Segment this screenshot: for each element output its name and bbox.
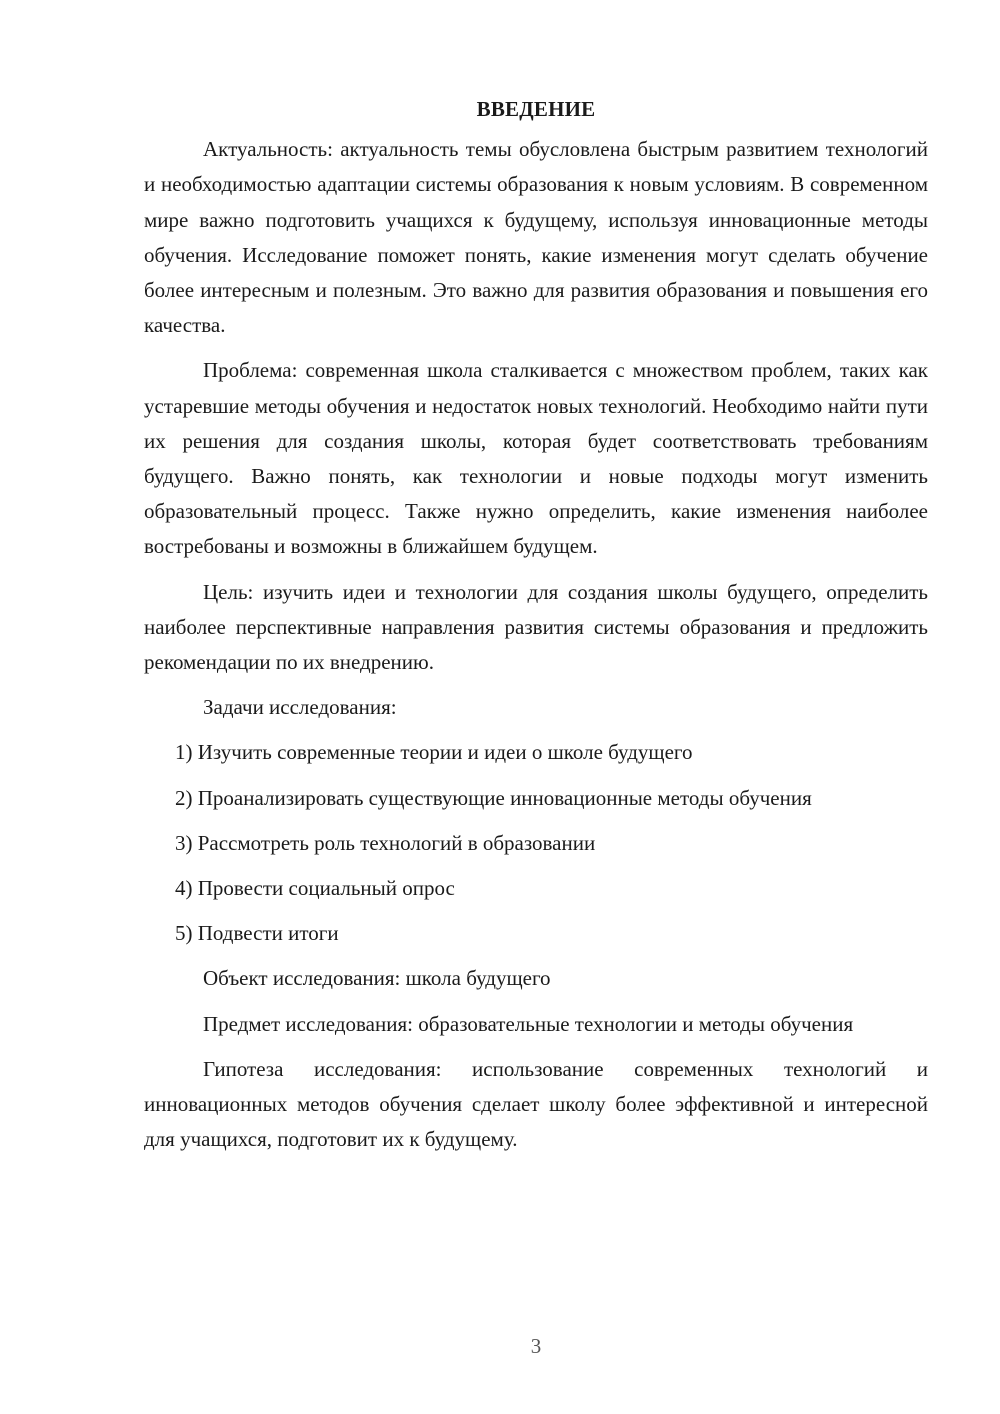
task-item-3: 3) Рассмотреть роль технологий в образовании xyxy=(175,830,596,855)
task-item-4: 4) Провести социальный опрос xyxy=(175,876,455,901)
paragraph-tasks-intro: Задачи исследования: xyxy=(203,695,397,720)
document-page xyxy=(144,92,928,1167)
task-item-5: 5) Подвести итоги xyxy=(175,921,339,946)
task-item-2: 2) Проанализировать существующие инновационные методы обучения xyxy=(175,785,812,810)
paragraph-object: Объект исследования: школа будущего xyxy=(203,966,551,991)
task-item-1: 1) Изучить современные теории и идеи о школе будущего xyxy=(175,740,693,765)
paragraph-relevance: Актуальность: актуальность темы обусловлена быстрым развитием технологий и необходимостью адаптации системы образования к новым условиям. В современном мире важно подготовить учащихся к будущему, используя инновационные методы обучения. Исследование поможет понять, какие изменения могут сделать обучение более интересным и полезным. Это важно для развития образования и повышения его качества. xyxy=(144,137,928,338)
page-number: 3 xyxy=(530,1334,542,1358)
paragraph-goal: Цель: изучить идеи и технологии для создания школы будущего, определить наиболее перспективные направления развития системы образования и предложить рекомендации по их внедрению. xyxy=(144,579,928,675)
paragraph-hypothesis: Гипотеза исследования: использование современных технологий и инновационных методов обучения сделает школу более эффективной и интересной для учащихся, подготовит их к будущему. xyxy=(144,1056,928,1152)
section-heading: ВВЕДЕНИЕ xyxy=(476,97,596,121)
paragraph-subject: Предмет исследования: образовательные технологии и методы обучения xyxy=(203,1011,854,1036)
paragraph-problem: Проблема: современная школа сталкивается с множеством проблем, таких как устаревшие методы обучения и недостаток новых технологий. Необходимо найти пути их решения для создания школы, которая будет соответствовать требованиям будущего. Важно понять, как технологии и новые подходы могут изменить образовательный процесс. Также нужно определить, какие изменения наиболее востребованы и возможны в ближайшем будущем. xyxy=(144,358,928,559)
